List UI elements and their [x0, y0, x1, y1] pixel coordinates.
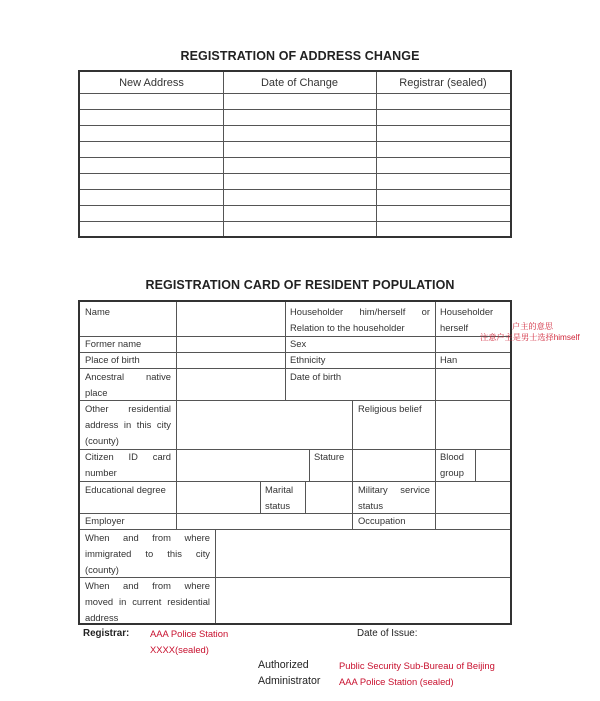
occupation-label: Occupation — [358, 515, 406, 526]
former-name-label: Former name — [85, 338, 142, 349]
moved-label-line1: When and from where — [85, 580, 210, 591]
authority-value-line1: Public Security Sub-Bureau of Beijing — [339, 660, 495, 671]
moved-label-line3: address — [85, 612, 119, 623]
registrar-value-line2: XXXX(sealed) — [150, 644, 209, 655]
immigrated-label-line1: When and from where — [85, 532, 210, 543]
householder-relation-label-line1: Householder him/herself or — [290, 306, 430, 317]
ancestral-place-label-line1: Ancestral native — [85, 371, 171, 382]
date-of-birth-label: Date of birth — [290, 371, 342, 382]
authority-value-line2: AAA Police Station (sealed) — [339, 676, 454, 687]
other-address-label-line1: Other residential — [85, 403, 171, 414]
column-header-registrar-sealed: Registrar (sealed) — [399, 77, 487, 89]
moved-label-line2: moved in current residential — [85, 596, 210, 607]
resident-card-title: REGISTRATION CARD OF RESIDENT POPULATION — [145, 278, 455, 292]
immigrated-label-line2: immigrated to this city — [85, 548, 210, 559]
resident-card-table — [78, 300, 512, 625]
military-service-label-line2: status — [358, 500, 384, 511]
marital-status-label-line2: status — [265, 500, 291, 511]
citizen-id-label-line2: number — [85, 467, 117, 478]
ancestral-place-label-line2: place — [85, 387, 108, 398]
annotation-line1: 户主的意思 — [512, 322, 553, 331]
other-address-label-line3: (county) — [85, 435, 119, 446]
address-change-title: REGISTRATION OF ADDRESS CHANGE — [180, 49, 420, 63]
householder-value-line2: herself — [440, 322, 469, 333]
householder-value-line1: Householder — [440, 306, 494, 317]
sex-label: Sex — [290, 338, 307, 349]
education-label: Educational degree — [85, 484, 166, 495]
immigrated-label-line3: (county) — [85, 564, 119, 575]
military-service-label-line1: Military service — [358, 484, 430, 495]
ethnicity-label: Ethnicity — [290, 354, 326, 365]
date-of-issue-label: Date of Issue: — [357, 628, 418, 639]
stature-label: Stature — [314, 451, 345, 462]
column-header-new-address: New Address — [119, 77, 184, 89]
authorized-label-line2: Administrator — [258, 675, 321, 687]
column-header-date-of-change: Date of Change — [260, 77, 339, 89]
other-address-label-line2: address in this city — [85, 419, 171, 430]
annotation-line2: 注意户主是男士选择himself — [480, 333, 580, 342]
place-of-birth-label: Place of birth — [85, 354, 140, 365]
householder-relation-label-line2: Relation to the householder — [290, 322, 405, 333]
name-label: Name — [85, 306, 111, 317]
blood-group-label-line2: group — [440, 467, 464, 478]
authorized-label-line1: Authorized — [258, 659, 309, 671]
citizen-id-label-line1: Citizen ID card — [85, 451, 171, 462]
employer-label: Employer — [85, 515, 125, 526]
marital-status-label-line1: Marital — [265, 484, 294, 495]
ethnicity-value: Han — [440, 354, 458, 365]
registrar-label: Registrar: — [83, 628, 130, 639]
address-change-table — [78, 70, 512, 238]
registrar-value-line1: AAA Police Station — [150, 628, 229, 639]
religious-belief-label: Religious belief — [358, 403, 422, 414]
blood-group-label-line1: Blood — [440, 451, 464, 462]
